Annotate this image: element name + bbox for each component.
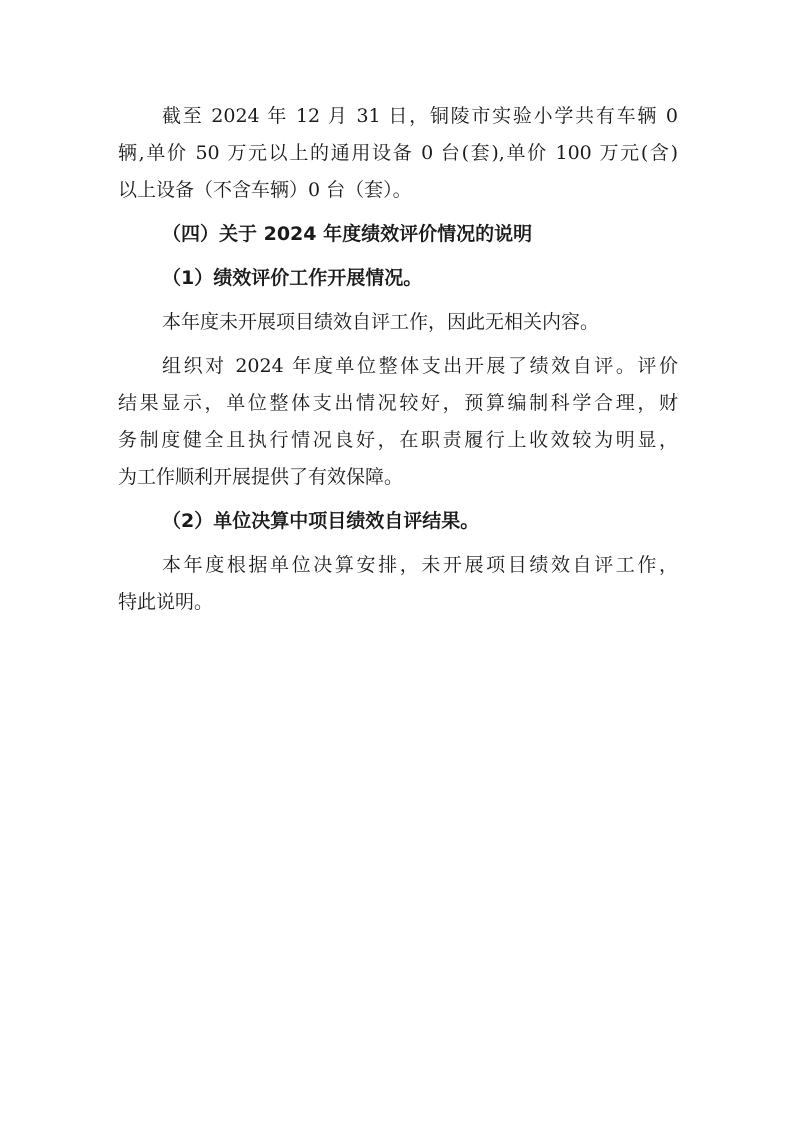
overall-paragraph-line-1: 组织对 2024 年度单位整体支出开展了绩效自评。评价: [162, 355, 678, 377]
overall-paragraph-line-4: 为工作顺利开展提供了有效保障。: [118, 466, 404, 488]
result-paragraph-line-1: 本年度根据单位决算安排，未开展项目绩效自评工作，: [162, 554, 678, 576]
result-paragraph-line-2: 特此说明。: [118, 591, 214, 613]
overall-paragraph-line-2: 结果显示，单位整体支出情况较好，预算编制科学合理，财: [118, 392, 678, 414]
assets-paragraph-line-1: 截至 2024 年 12 月 31 日，铜陵市实验小学共有车辆 0: [162, 105, 678, 127]
assets-paragraph-line-2: 辆,单价 50 万元以上的通用设备 0 台(套),单价 100 万元(含): [118, 142, 678, 164]
overall-paragraph-line-3: 务制度健全且执行情况良好，在职责履行上收效较为明显，: [118, 429, 678, 451]
no-project-paragraph: 本年度未开展项目绩效自评工作，因此无相关内容。: [162, 311, 600, 333]
assets-paragraph-line-3: 以上设备（不含车辆）0 台（套）。: [118, 179, 412, 201]
section-heading: （四）关于 2024 年度绩效评价情况的说明: [162, 223, 533, 245]
subheading-evaluation-work: （1）绩效评价工作开展情况。: [162, 267, 423, 289]
subheading-project-result: （2）单位决算中项目绩效自评结果。: [162, 510, 480, 532]
document-body: [118, 98, 678, 621]
